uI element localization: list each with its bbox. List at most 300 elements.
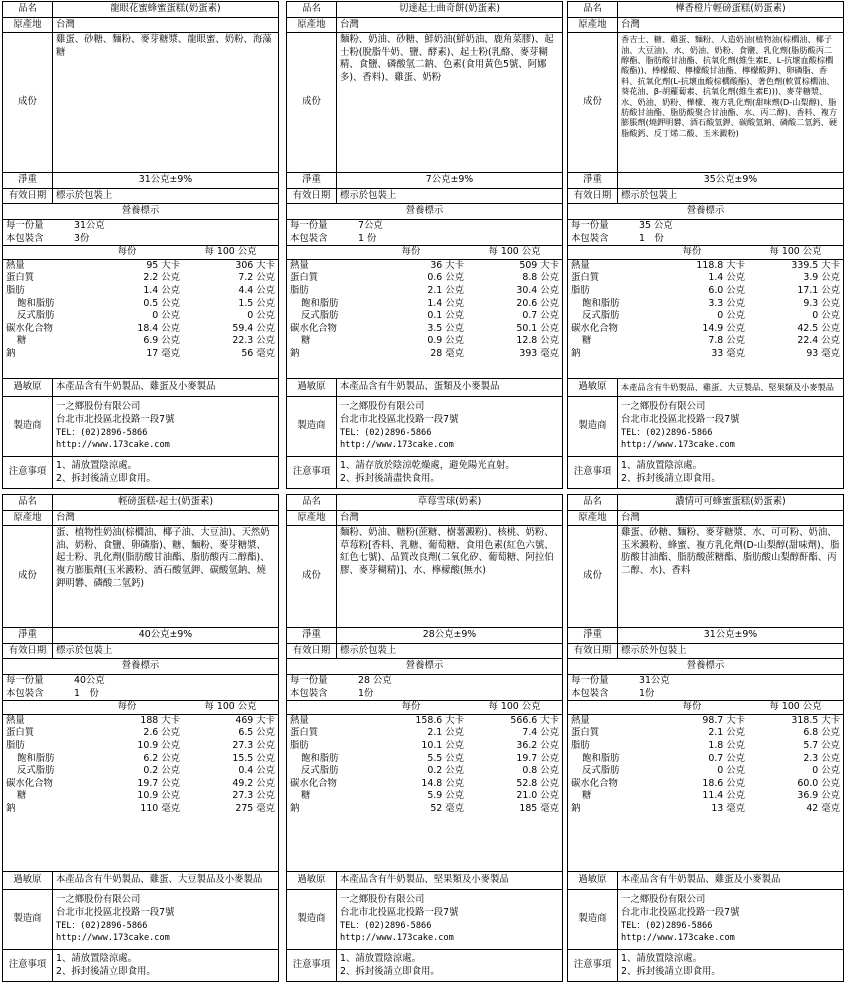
- nutrient-name: 碳水化合物: [571, 777, 618, 789]
- notes-label: 注意事項: [3, 457, 53, 489]
- per-serving-amount: 95 大卡: [146, 259, 180, 271]
- nutrition-row: [287, 335, 562, 348]
- expiry-value: 標示於包裝上: [337, 188, 563, 204]
- col-per-100g: 每 100 公克: [467, 701, 562, 715]
- per-100g-amount: 7.2 公克: [238, 272, 275, 284]
- per-serving-amount: 5.5 公克: [427, 752, 464, 764]
- per-serving-amount: 18.4 公克: [137, 322, 180, 334]
- per-serving-amount: 11.4 公克: [702, 790, 745, 802]
- maker-line: 台北市北投區北投路一段7號: [340, 413, 459, 425]
- nutrient-name: 鈉: [571, 347, 581, 359]
- product-name: 樺香橙片輕磅蛋糕(奶蛋素): [618, 2, 844, 18]
- per-100g-amount: 0.8 公克: [522, 765, 559, 777]
- nutrient-name: 蛋白質: [571, 727, 600, 739]
- nutrition-row: [3, 335, 278, 348]
- nutrition-row: [287, 790, 562, 803]
- nutrition-row: [3, 348, 278, 361]
- allergen-label: 過敏原: [3, 379, 53, 397]
- notes-label: 注意事項: [568, 457, 618, 489]
- expiry-label: 有效日期: [3, 643, 53, 659]
- per-100g-amount: 7.4 公克: [522, 727, 559, 739]
- nutrition-row: [3, 714, 278, 727]
- per-100g-amount: 56 毫克: [241, 347, 275, 359]
- per-100g-amount: 30.4 公克: [516, 284, 559, 296]
- per-100g-amount: 60.0 公克: [797, 777, 840, 789]
- allergen-value: 本產品含有牛奶製品、蛋類及小麥製品: [337, 379, 563, 397]
- origin-label: 原產地: [568, 17, 618, 33]
- per-100g-amount: 8.8 公克: [522, 272, 559, 284]
- nutrition-row: [287, 753, 562, 766]
- per-100g-amount: 6.5 公克: [238, 727, 275, 739]
- maker-info: [618, 890, 844, 950]
- col-per-100g: 每 100 公克: [748, 701, 843, 715]
- per-serving-amount: 0.6 公克: [427, 272, 464, 284]
- col-per-serving: 每份: [71, 701, 183, 715]
- per-serving-amount: 3.5 公克: [427, 322, 464, 334]
- per-serving-amount: 5.9 公克: [427, 790, 464, 802]
- net-weight-value: 31公克±9%: [53, 173, 279, 189]
- per-serving-value: 31公克: [639, 674, 670, 686]
- net-weight-label: 淨重: [568, 628, 618, 644]
- per-serving-amount: 10.9 公克: [137, 790, 180, 802]
- nutrition-row: [287, 310, 562, 323]
- nutrition-row: [568, 753, 843, 766]
- maker-line: 台北市北投區北投路一段7號: [56, 413, 175, 425]
- nutrient-name: 脂肪: [571, 284, 590, 296]
- per-serving-amount: 1.4 公克: [708, 272, 745, 284]
- per-100g-amount: 9.3 公克: [803, 297, 840, 309]
- maker-line: TEL：(02)2896-5866: [56, 427, 148, 438]
- ingredients-label: 成份: [3, 526, 53, 628]
- per-100g-amount: 5.7 公克: [803, 739, 840, 751]
- per-100g-amount: 27.3 公克: [232, 790, 275, 802]
- ingredients-label: 成份: [568, 33, 618, 173]
- per-100g-amount: 12.8 公克: [516, 335, 559, 347]
- ingredients-label: 成份: [287, 526, 337, 628]
- notes-info: [337, 950, 563, 982]
- nutrition-row: [568, 272, 843, 285]
- nutrition-row: [287, 259, 562, 272]
- per-serving-amount: 158.6 大卡: [415, 714, 464, 726]
- per-serving-amount: 2.1 公克: [427, 727, 464, 739]
- nutrition-row: [3, 310, 278, 323]
- col-per-serving: 每份: [636, 246, 748, 260]
- product-name: 草莓雪球(奶素): [337, 495, 563, 511]
- per-100g-amount: 27.3 公克: [232, 739, 275, 751]
- product-label: [286, 494, 563, 982]
- allergen-value: 本產品含有牛奶製品、堅果類及小麥製品: [337, 872, 563, 890]
- maker-line: 一之鄉股份有限公司: [621, 894, 706, 906]
- nutrition-row: [287, 765, 562, 778]
- note-line: 1、請放置陰涼處。: [340, 952, 421, 964]
- origin-value: 台灣: [53, 510, 279, 526]
- per-100g-amount: 19.7 公克: [516, 752, 559, 764]
- per-100g-amount: 318.5 大卡: [791, 714, 840, 726]
- maker-line: 一之鄉股份有限公司: [340, 401, 425, 413]
- servings-label: 本包裝含: [3, 688, 71, 701]
- allergen-label: 過敏原: [3, 872, 53, 890]
- nutrition-row: [287, 778, 562, 791]
- origin-label: 原產地: [3, 510, 53, 526]
- per-serving-amount: 6.2 公克: [143, 752, 180, 764]
- per-100g-amount: 36.9 公克: [797, 790, 840, 802]
- nutrition-title: 營養標示: [568, 204, 844, 220]
- nutrition-row: [287, 298, 562, 311]
- maker-line: 台北市北投區北投路一段7號: [621, 906, 740, 918]
- net-weight-value: 40公克±9%: [53, 628, 279, 644]
- per-serving-amount: 6.0 公克: [708, 284, 745, 296]
- nutrition-row: [287, 714, 562, 727]
- per-100g-amount: 469 大卡: [235, 714, 275, 726]
- per-100g-amount: 15.5 公克: [232, 752, 275, 764]
- expiry-label: 有效日期: [3, 188, 53, 204]
- per-100g-amount: 42 毫克: [806, 802, 840, 814]
- maker-line: 一之鄉股份有限公司: [56, 401, 141, 413]
- expiry-value: 標示於包裝上: [618, 188, 844, 204]
- allergen-value: 本產品含有牛奶製品、雞蛋及小麥製品: [53, 379, 279, 397]
- per-100g-amount: 0.4 公克: [238, 765, 275, 777]
- per-serving-amount: 14.8 公克: [421, 777, 464, 789]
- allergen-label: 過敏原: [287, 872, 337, 890]
- col-per-serving: 每份: [355, 246, 467, 260]
- nutrient-name: 糖: [582, 335, 592, 347]
- nutrition-row: [3, 790, 278, 803]
- per-100g-amount: 566.6 大卡: [510, 714, 559, 726]
- servings-label: 本包裝含: [287, 233, 355, 246]
- nutrition-title: 營養標示: [3, 204, 279, 220]
- ingredients-value: 雞蛋、砂糖、麵粉、麥芽糖漿、水、可可粉、奶油、玉米澱粉、蜂蜜、複方乳化劑(D-山梨醇(甜味劑)、脂肪酸甘油酯、脂肪酸蔗糖酯、脂肪酸山梨醇酐酯、丙二醇、水)、香料: [618, 526, 844, 628]
- per-100g-amount: 93 毫克: [806, 347, 840, 359]
- maker-label: 製造商: [3, 890, 53, 950]
- nutrient-name: 碳水化合物: [6, 322, 53, 334]
- per-serving-amount: 0 公克: [717, 765, 745, 777]
- per-serving-amount: 52 毫克: [430, 802, 464, 814]
- per-serving-amount: 0.9 公克: [427, 335, 464, 347]
- net-weight-label: 淨重: [287, 173, 337, 189]
- product-label: [567, 494, 844, 982]
- per-serving-amount: 28 毫克: [430, 347, 464, 359]
- per-serving-value: 31公克: [74, 219, 105, 231]
- nutrition-row: [287, 323, 562, 336]
- nutrient-name: 蛋白質: [6, 272, 35, 284]
- nutrition-row: [568, 765, 843, 778]
- per-serving-value: 28 公克: [358, 674, 392, 686]
- nutrient-name: 脂肪: [6, 284, 25, 296]
- col-per-100g: 每 100 公克: [183, 701, 278, 715]
- nutrition-row: [3, 765, 278, 778]
- per-serving-value: 40公克: [74, 674, 105, 686]
- nutrition-row: [568, 727, 843, 740]
- nutrition-facts: [287, 674, 563, 871]
- maker-line: TEL：(02)2896-5866: [340, 920, 432, 931]
- origin-label: 原產地: [568, 510, 618, 526]
- notes-info: [337, 457, 563, 489]
- per-serving-amount: 0.2 公克: [143, 765, 180, 777]
- nutrient-name: 蛋白質: [290, 272, 319, 284]
- per-serving-amount: 17 毫克: [146, 347, 180, 359]
- col-per-100g: 每 100 公克: [748, 246, 843, 260]
- per-100g-amount: 22.4 公克: [797, 335, 840, 347]
- ingredients-value: 香吉士、糖、雞蛋、麵粉、人造奶油(植物油(棕櫚油、椰子油、大豆油)、水、奶油、奶粉、食鹽、乳化劑(脂肪酸丙二醇酯、脂肪酸甘油酯、抗氧化劑(維生素E、L-抗壞血酸棕櫚酸酯))、棒檬酸、檸檬酸甘油酯、檸檬酸鉀)、卵磷脂、香料、抗氧化劑(L-抗壞血酸棕櫚酸酯)、著色劑(軟質棕櫚油、葵花油、β-胡蘿蔔素、抗氧化劑(維生素E)))、麥芽糖漿、水、奶油、奶粉、樺檬、複方乳化劑(甜味劑(D-山梨醇)、脂肪酸甘油酯、脂肪酸聚合甘油酯、水、丙二醇)、香料、複方膨脹劑(燒鉀明礬、酒石酸氫鉀、碳酸氫鈉、磷酸二氫鈣、硬脂酸鈣、反丁烯二酸、玉米澱粉): [618, 33, 844, 173]
- nutrition-facts: [568, 674, 844, 871]
- nutrition-row: [568, 348, 843, 361]
- note-line: 2、拆封後請立即食用。: [340, 965, 440, 977]
- per-serving-amount: 10.9 公克: [137, 739, 180, 751]
- nutrition-title: 營養標示: [287, 204, 563, 220]
- nutrient-name: 蛋白質: [290, 727, 319, 739]
- maker-line: TEL：(02)2896-5866: [621, 427, 713, 438]
- nutrition-facts: [3, 674, 279, 871]
- maker-info: [337, 890, 563, 950]
- nutrient-name: 碳水化合物: [6, 777, 53, 789]
- nutrient-name: 糖: [582, 790, 592, 802]
- note-line: 1、請放置陰涼處。: [56, 952, 137, 964]
- per-serving-amount: 1.4 公克: [427, 297, 464, 309]
- per-serving-label: 每一份量: [6, 219, 44, 231]
- maker-label: 製造商: [287, 397, 337, 457]
- product-label: [567, 1, 844, 489]
- per-100g-amount: 59.4 公克: [232, 322, 275, 334]
- maker-line: http://www.173cake.com: [340, 933, 454, 944]
- per-serving-amount: 1.4 公克: [143, 284, 180, 296]
- nutrient-name: 糖: [17, 790, 27, 802]
- maker-info: [53, 397, 279, 457]
- per-serving-value: 7公克: [358, 219, 383, 231]
- maker-line: http://www.173cake.com: [56, 440, 170, 451]
- allergen-label: 過敏原: [568, 872, 618, 890]
- note-line: 2、拆封後請立即食用。: [621, 965, 721, 977]
- expiry-label: 有效日期: [568, 188, 618, 204]
- per-100g-amount: 339.5 大卡: [791, 259, 840, 271]
- nutrition-row: [568, 310, 843, 323]
- ingredients-label: 成份: [568, 526, 618, 628]
- per-100g-amount: 49.2 公克: [232, 777, 275, 789]
- name-label: 品名: [3, 495, 53, 511]
- ingredients-label: 成份: [287, 33, 337, 173]
- per-serving-label: 每一份量: [290, 674, 328, 686]
- nutrient-name: 飽和脂肪: [17, 297, 55, 309]
- net-weight-value: 7公克±9%: [337, 173, 563, 189]
- per-100g-amount: 20.6 公克: [516, 297, 559, 309]
- nutrient-name: 鈉: [6, 347, 16, 359]
- nutrient-name: 鈉: [571, 802, 581, 814]
- notes-info: [618, 950, 844, 982]
- ingredients-value: 麵粉、奶油、砂糖、鮮奶油(鮮奶油、鹿角菜膠)、起士粉(脫脂牛奶、鹽、酵素)、起士粉(乳酪、麥芽糊精、食鹽、磷酸氫二鈉、色素(食用黃色5號、阿娜多)、香料)、雞蛋、奶粉: [337, 33, 563, 173]
- per-serving-amount: 0 公克: [152, 310, 180, 322]
- net-weight-label: 淨重: [3, 628, 53, 644]
- per-100g-amount: 3.9 公克: [803, 272, 840, 284]
- note-line: 1、請存放於陰涼乾燥處，避免陽光直射。: [340, 459, 515, 471]
- nutrition-row: [287, 348, 562, 361]
- per-100g-amount: 306 大卡: [235, 259, 275, 271]
- origin-value: 台灣: [618, 510, 844, 526]
- nutrition-facts: [568, 219, 844, 378]
- origin-value: 台灣: [618, 17, 844, 33]
- per-serving-amount: 10.1 公克: [421, 739, 464, 751]
- per-serving-amount: 19.7 公克: [137, 777, 180, 789]
- maker-line: 一之鄉股份有限公司: [621, 401, 706, 413]
- servings-value: 1 份: [71, 688, 278, 701]
- nutrition-row: [568, 714, 843, 727]
- per-serving-amount: 18.6 公克: [702, 777, 745, 789]
- nutrition-row: [3, 727, 278, 740]
- nutrient-name: 碳水化合物: [571, 322, 618, 334]
- allergen-label: 過敏原: [287, 379, 337, 397]
- per-100g-amount: 185 毫克: [519, 802, 559, 814]
- nutrient-name: 糖: [17, 335, 27, 347]
- maker-line: TEL：(02)2896-5866: [340, 427, 432, 438]
- per-serving-amount: 2.1 公克: [427, 284, 464, 296]
- per-100g-amount: 275 毫克: [235, 802, 275, 814]
- servings-label: 本包裝含: [568, 233, 636, 246]
- nutrition-row: [287, 727, 562, 740]
- per-serving-amount: 98.7 大卡: [702, 714, 745, 726]
- product-name: 濃情可可蜂蜜蛋糕(奶蛋素): [618, 495, 844, 511]
- product-name: 切達起士曲奇餅(奶蛋素): [337, 2, 563, 18]
- per-serving-amount: 33 毫克: [711, 347, 745, 359]
- maker-line: 一之鄉股份有限公司: [56, 894, 141, 906]
- per-100g-amount: 50.1 公克: [516, 322, 559, 334]
- nutrient-name: 熱量: [571, 259, 590, 271]
- col-per-100g: 每 100 公克: [467, 246, 562, 260]
- net-weight-value: 35公克±9%: [618, 173, 844, 189]
- per-serving-amount: 13 毫克: [711, 802, 745, 814]
- maker-label: 製造商: [568, 890, 618, 950]
- expiry-value: 標示於包裝上: [53, 188, 279, 204]
- maker-info: [53, 890, 279, 950]
- per-100g-amount: 0 公克: [247, 310, 275, 322]
- notes-label: 注意事項: [568, 950, 618, 982]
- maker-line: http://www.173cake.com: [340, 440, 454, 451]
- nutrient-name: 熱量: [290, 714, 309, 726]
- nutrient-name: 反式脂肪: [582, 310, 620, 322]
- per-100g-amount: 0 公克: [812, 765, 840, 777]
- nutrient-name: 反式脂肪: [17, 765, 55, 777]
- nutrient-name: 飽和脂肪: [17, 752, 55, 764]
- nutrition-title: 營養標示: [287, 659, 563, 675]
- nutrient-name: 熱量: [290, 259, 309, 271]
- servings-value: 3份: [71, 233, 278, 246]
- servings-label: 本包裝含: [287, 688, 355, 701]
- note-line: 1、請放置陰涼處。: [621, 459, 702, 471]
- nutrient-name: 糖: [301, 335, 311, 347]
- product-name: 龍眼花蜜蜂蜜蛋糕(奶蛋素): [53, 2, 279, 18]
- per-serving-amount: 2.1 公克: [708, 727, 745, 739]
- col-per-serving: 每份: [636, 701, 748, 715]
- nutrition-row: [287, 285, 562, 298]
- ingredients-value: 雞蛋、砂糖、麵粉、麥芽糖漿、龍眼蜜、奶粉、海藻糖: [53, 33, 279, 173]
- ingredients-value: 蛋、植物性奶油(棕櫚油、椰子油、大豆油)、天然奶油、奶粉、食鹽、卵磷脂)、糖、麵粉、麥芽糖漿、起士粉、乳化劑(脂肪酸甘油酯、脂肪酸丙二醇酯)、複方膨脹劑(玉米澱粉、酒石酸氫鉀、碳酸氫鈉、燒鉀明礬、磷酸二氫鈣): [53, 526, 279, 628]
- per-serving-amount: 7.8 公克: [708, 335, 745, 347]
- expiry-value: 標示於包裝上: [337, 643, 563, 659]
- nutrition-row: [568, 323, 843, 336]
- nutrient-name: 鈉: [290, 802, 300, 814]
- note-line: 1、請放置陰涼處。: [56, 459, 137, 471]
- nutrition-row: [568, 790, 843, 803]
- per-100g-amount: 0.7 公克: [522, 310, 559, 322]
- expiry-label: 有效日期: [568, 643, 618, 659]
- col-per-100g: 每 100 公克: [183, 246, 278, 260]
- name-label: 品名: [287, 2, 337, 18]
- nutrition-row: [568, 778, 843, 791]
- nutrition-row: [3, 285, 278, 298]
- servings-value: 1份: [636, 688, 843, 701]
- nutrition-row: [568, 285, 843, 298]
- per-serving-amount: 0.7 公克: [708, 752, 745, 764]
- maker-info: [337, 397, 563, 457]
- maker-line: 台北市北投區北投路一段7號: [340, 906, 459, 918]
- product-label: [2, 1, 279, 489]
- expiry-label: 有效日期: [287, 643, 337, 659]
- per-serving-amount: 2.2 公克: [143, 272, 180, 284]
- per-100g-amount: 2.3 公克: [803, 752, 840, 764]
- nutrient-name: 鈉: [290, 347, 300, 359]
- nutrition-facts: [287, 219, 563, 378]
- nutrient-name: 反式脂肪: [582, 765, 620, 777]
- per-100g-amount: 52.8 公克: [516, 777, 559, 789]
- nutrition-title: 營養標示: [3, 659, 279, 675]
- nutrient-name: 反式脂肪: [17, 310, 55, 322]
- maker-line: http://www.173cake.com: [56, 933, 170, 944]
- nutrition-row: [568, 335, 843, 348]
- expiry-label: 有效日期: [287, 188, 337, 204]
- servings-label: 本包裝含: [568, 688, 636, 701]
- per-100g-amount: 42.5 公克: [797, 322, 840, 334]
- note-line: 2、拆封後請立即食用。: [56, 965, 156, 977]
- per-serving-amount: 188 大卡: [140, 714, 180, 726]
- nutrient-name: 碳水化合物: [290, 777, 337, 789]
- note-line: 1、請放置陰涼處。: [621, 952, 702, 964]
- maker-line: 一之鄉股份有限公司: [340, 894, 425, 906]
- nutrition-row: [287, 272, 562, 285]
- notes-info: [53, 950, 279, 982]
- nutrient-name: 脂肪: [571, 739, 590, 751]
- per-100g-amount: 6.8 公克: [803, 727, 840, 739]
- note-line: 2、拆封後請盡快食用。: [340, 472, 440, 484]
- nutrition-row: [568, 298, 843, 311]
- net-weight-label: 淨重: [568, 173, 618, 189]
- nutrition-row: [3, 778, 278, 791]
- nutrient-name: 蛋白質: [571, 272, 600, 284]
- per-serving-amount: 1.8 公克: [708, 739, 745, 751]
- note-line: 2、拆封後請立即食用。: [621, 472, 721, 484]
- name-label: 品名: [568, 2, 618, 18]
- per-serving-amount: 6.9 公克: [143, 335, 180, 347]
- nutrient-name: 碳水化合物: [290, 322, 337, 334]
- allergen-value: 本產品含有牛奶製品、雞蛋、大豆製品、堅果類及小麥製品: [618, 379, 844, 397]
- per-serving-amount: 14.9 公克: [702, 322, 745, 334]
- expiry-value: 標示於外包裝上: [618, 643, 844, 659]
- maker-info: [618, 397, 844, 457]
- servings-label: 本包裝含: [3, 233, 71, 246]
- product-name: 輕磅蛋糕-起士(奶蛋素): [53, 495, 279, 511]
- nutrient-name: 脂肪: [6, 739, 25, 751]
- nutrition-row: [287, 740, 562, 753]
- net-weight-label: 淨重: [287, 628, 337, 644]
- nutrition-row: [568, 259, 843, 272]
- per-100g-amount: 36.2 公克: [516, 739, 559, 751]
- notes-label: 注意事項: [3, 950, 53, 982]
- nutrition-row: [3, 753, 278, 766]
- net-weight-label: 淨重: [3, 173, 53, 189]
- name-label: 品名: [3, 2, 53, 18]
- per-serving-label: 每一份量: [571, 219, 609, 231]
- per-serving-label: 每一份量: [6, 674, 44, 686]
- maker-line: TEL：(02)2896-5866: [56, 920, 148, 931]
- nutrition-facts: [3, 219, 279, 378]
- nutrient-name: 熱量: [6, 714, 25, 726]
- per-serving-value: 35 公克: [639, 219, 673, 231]
